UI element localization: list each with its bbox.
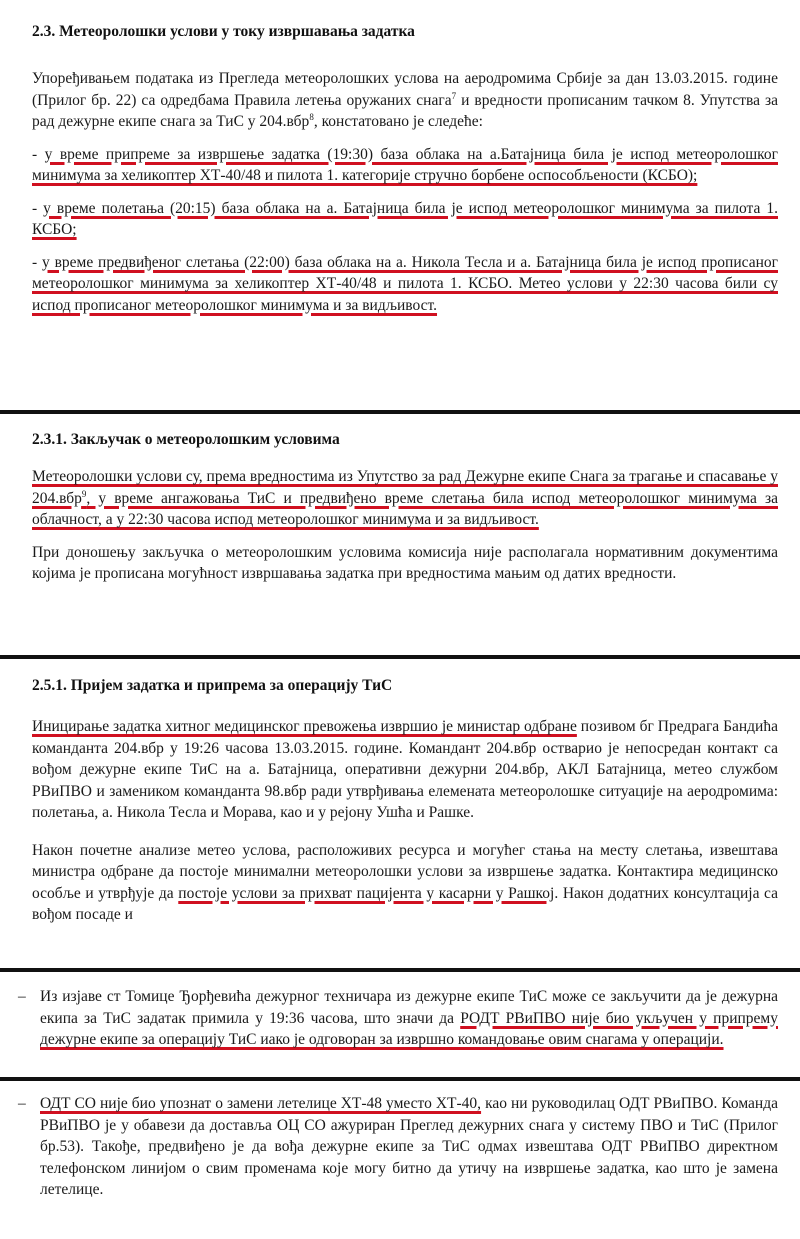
statement-paragraph: – Из изјаве ст Томице Ђорђевића дежурног техничара из дежурне екипе ТиС може се закључити да је дежурна екипа за ТиС задатак примила у 19:36 часова, што значи да РОДТ РВиПВО није био укључен у припрему дежурне екипе за операцију ТиС иако је одговоран за извршно командовање овим снагама у операцији. (18, 988, 778, 1048)
analysis-paragraph: Након почетне анализе метео услова, расположивих ресурса и могућег стања на месту слетања, извештава министра одбране да постоје минимални метеоролошки услови за извршење задатка. Контактира медицинско особље и утврђује да постоје услови за прихват пацијента у касарни у Рашкој. Након додатних консултација са вођом посаде и (32, 841, 779, 923)
note-paragraph: При доношењу закључка о метеоролошким условима комисија није располагала нормативним документима којима је прописана могућност извршавања задатка при вредностима мањим од датих вредности. (32, 543, 778, 582)
bullet-dash: – (18, 988, 26, 1005)
section-meteo-conclusion (0, 414, 800, 655)
section-statement (0, 972, 800, 1077)
footnote-ref: 9 (81, 488, 87, 499)
section-meteo-conditions (0, 0, 800, 410)
intro-paragraph: Упоређивањем података из Прегледа метеоролошких услова на аеродромима Србије за дан 13.03.2015. године (Прилог бр. 22) са одредбама Правила летења оружаних снага$^7$ и вредности прописаним тачком 8. Упутства за рад дежурне екипе снага за ТиС у 204.вбр$^8$, констатовано је следеће: (32, 70, 778, 130)
section-task-reception (0, 659, 800, 968)
finding-item: - у време полетања (20:15) база облака на а. Батајница била је испод метеоролошког минимума за пилота 1. КСБО; (32, 199, 778, 238)
footnote-ref: 7 (451, 90, 457, 101)
task-paragraph: Иницирање задатка хитног медицинског превожења извршио је министар одбране позивом бг Предрага Бандића команданта 204.вбр у 19:26 часова 13.03.2015. године. Командант 204.вбр остварио је непосредан контакт са вођом дежурне екипе ТиС на а. Батајница, оперативни дежурни 204.вбр, АКЛ Батајница, метео службом РВиПВО и замеником команданта 98.вбр ради утврђивања елемената метеоролошке ситуације на аеродромима: полетања, а. Никола Тесла и Морава, као и у рејону Ушћа и Рашке. (32, 718, 778, 821)
finding-item: - у време припреме за извршење задатка (19:30) база облака на а.Батајница била је испод метеоролошког минимума за хеликоптер ХТ-40/48 и пилота 1. категорије стручно борбене оспособљености (КСБО); (32, 145, 778, 184)
bullet-dash: – (18, 1095, 26, 1112)
conclusion-paragraph: Метеоролошки услови су, према вредностима из Упутство за рад Дежурне екипе Снага за трагање и спасавање у 204.вбр$^9$, у време ангажовања ТиС и предвиђено време слетања била испод метеоролошког минимума за облачност, а у 22:30 часова испод метеоролошког минимума и за видљивост. (32, 468, 778, 528)
section-heading: 2.3. Метеоролошки услови у току извршавања задатка (32, 23, 415, 40)
section-aircraft-replacement (0, 1081, 800, 1239)
footnote-ref: 8 (309, 111, 314, 122)
section-heading: 2.5.1. Пријем задатка и припрема за операцију ТиС (32, 677, 393, 694)
section-heading: 2.3.1. Закључак о метеоролошким условима (32, 431, 340, 448)
replacement-paragraph: – ОДТ СО није био упознат о замени летелице ХТ-48 уместо ХТ-40, као ни руководилац ОДТ РВиПВО. Команда РВиПВО је у обавези да доставља ОЦ СО ажуриран Преглед дежурних снага у систему ПВО и ТиС (Прилог бр.53). Такође, предвиђено је да вођа дежурне екипе за ТиС одмах извештава ОДТ РВиПВО директном телефонском линијом о свим променама које могу битно да утичу на извршење задатка, као што је замена летелице. (18, 1095, 778, 1198)
finding-item: - у време предвиђеног слетања (22:00) база облака на а. Никола Тесла и а. Батајница била је испод прописаног метеоролошког минимума за хеликоптер ХТ-40/48 и пилота 1. КСБО. Метео услови у 22:30 часова били су испод прописаног метеоролошког минимума и за видљивост. (32, 253, 778, 314)
